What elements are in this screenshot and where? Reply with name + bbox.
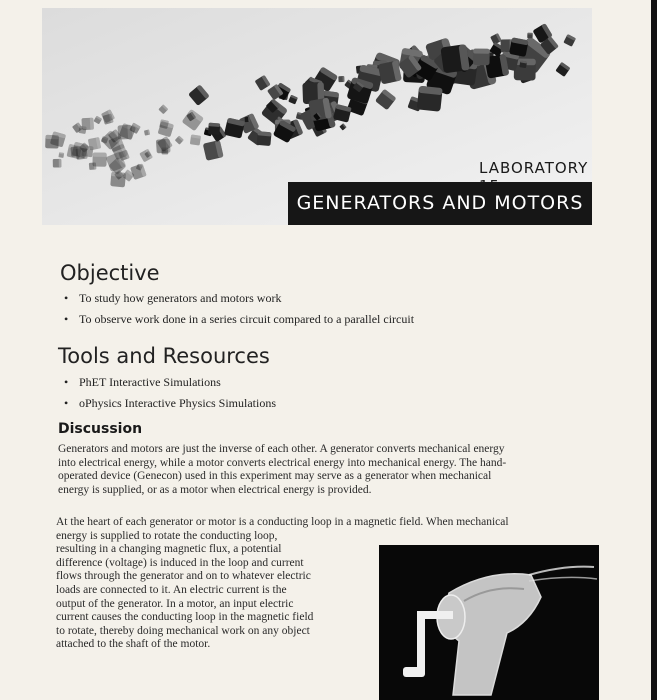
cube-shape xyxy=(78,126,86,134)
paragraph-line: difference (voltage) is induced in the loop and current xyxy=(56,556,304,569)
cube-shape xyxy=(70,146,81,157)
paragraph-line: energy is supplied to rotate the conducting loop, xyxy=(56,529,278,542)
cube-shape xyxy=(257,131,272,146)
paragraph-line: into electrical energy, while a motor converts electrical energy into mechanical energy. The hand- xyxy=(58,456,507,469)
objective-heading: Objective xyxy=(60,261,160,285)
discussion-heading: Discussion xyxy=(58,421,143,437)
objective-item: • To observe work done in a series circuit compared to a parallel circuit xyxy=(64,312,415,326)
cube-shape xyxy=(338,76,344,82)
cube-shape xyxy=(245,117,250,122)
objective-list xyxy=(60,289,414,328)
cube-shape xyxy=(190,134,201,145)
paragraph-line: output of the generator. In a motor, an input electric xyxy=(56,597,294,610)
cube-shape xyxy=(378,60,402,84)
lab-title-bar xyxy=(288,182,592,225)
genecon-device-photo xyxy=(379,545,599,700)
cube-shape xyxy=(473,49,490,66)
paragraph-line: At the heart of each generator or motor is a conducting loop in a magnetic field. When mechanical xyxy=(56,516,509,528)
cube-shape xyxy=(58,152,64,158)
tools-item: • PhET Interactive Simulations xyxy=(64,375,221,389)
cube-shape xyxy=(81,145,93,157)
cube-shape xyxy=(110,172,126,188)
paragraph-line: Generators and motors are just the inverse of each other. A generator converts mechanical energy xyxy=(58,443,505,455)
objective-item: • To study how generators and motors work xyxy=(64,291,282,305)
paragraph-line: energy is supplied, or as a motor when electrical energy is provided. xyxy=(58,483,372,496)
cube-shape xyxy=(208,123,220,135)
tools-heading: Tools and Resources xyxy=(58,344,270,368)
discussion-paragraph-1 xyxy=(58,443,506,497)
paragraph-line: flows through the generator and on to whatever electric xyxy=(56,570,311,583)
right-frame-edge xyxy=(651,0,657,700)
lab-title: GENERATORS AND MOTORS xyxy=(296,192,584,214)
paragraph-line: attached to the shaft of the motor. xyxy=(56,638,211,651)
paragraph-line: loads are connected to it. An electric current is the xyxy=(56,583,287,596)
cube-shape xyxy=(92,152,106,166)
paragraph-line: to rotate, thereby doing mechanical work on any object xyxy=(56,624,310,637)
paragraph-line: resulting in a changing magnetic flux, a potential xyxy=(56,543,282,556)
tools-list xyxy=(60,373,276,412)
tools-item: • oPhysics Interactive Physics Simulations xyxy=(64,396,276,410)
hand-crank-generator-image xyxy=(379,545,599,700)
cube-shape xyxy=(440,44,469,73)
paragraph-line: operated device (Genecon) used in this experiment may serve as a generator when mechanical xyxy=(58,470,492,483)
cube-shape xyxy=(519,60,527,68)
lab-number-label: LABORATORY xyxy=(479,159,589,177)
cube-shape xyxy=(417,86,443,112)
cube-shape xyxy=(144,130,150,136)
cube-shape xyxy=(117,125,132,140)
cube-shape xyxy=(527,33,533,39)
cube-shape xyxy=(53,159,62,168)
cube-shape xyxy=(509,37,529,57)
paragraph-line: current causes the conducting loop in the magnetic field xyxy=(56,611,314,624)
